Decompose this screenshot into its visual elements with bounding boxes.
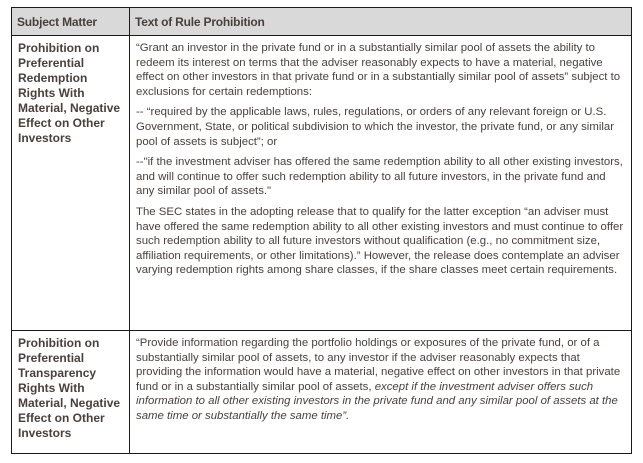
table-row bbox=[12, 331, 632, 454]
header-subject-matter: Subject Matter bbox=[12, 8, 130, 36]
subject-cell: Prohibition on Preferential Transparency Rights With Material, Negative Effect on Other Investors bbox=[12, 331, 130, 454]
rule-paragraph: --"if the investment adviser has offered the same redemption ability to all other existing investors, and will continue to offer such redemption ability to all future investors, in the private fund and any similar pool of assets." bbox=[136, 156, 623, 198]
header-text-of-rule: Text of Rule Prohibition bbox=[130, 8, 632, 36]
subject-cell: Prohibition on Preferential Redemption Rights With Material, Negative Effect on Other Investors bbox=[12, 36, 130, 331]
rule-text-plain: “Provide information regarding the portfolio holdings or exposures of the private fund, or of a substantially similar pool of assets, to any investor if the adviser reasonably expects that providing the information would have a material, negative effect on other investors in that private fund or in a substantially similar pool of assets, bbox=[136, 337, 621, 393]
rule-text-italic-body: except if the investment adviser offers such information to all other existing investors in the private fund and any similar pool of assets at the same time or substantially the same time bbox=[136, 380, 618, 422]
table-row bbox=[12, 36, 632, 331]
rule-paragraph: The SEC states in the adopting release that to qualify for the latter exception “an adviser must have offered the same redemption ability to all other existing investors and must continue to offer such redemption ability to all future investors without qualification (e.g., no commitment size, affiliation requirements, or other limitations).” However, the release does contemplate an adviser varying redemption rights among share classes, if the share classes meet certain requirements. bbox=[136, 205, 624, 277]
rule-paragraph: “Grant an investor in the private fund or in a substantially similar pool of assets the ability to redeem its interest on terms that the adviser reasonably expects to have a material, negative effect on other investors in that private fund or in a substantially similar pool of assets” subject to exclusions for certain redemptions: bbox=[136, 42, 621, 98]
table-header-row bbox=[12, 8, 632, 36]
rule-text-end: ”. bbox=[342, 409, 350, 422]
rule-paragraph bbox=[136, 336, 625, 424]
rule-prohibition-table bbox=[11, 7, 632, 454]
rule-paragraph: -- “required by the applicable laws, rules, regulations, or orders of any relevant foreign or U.S. Government, State, or political subdivision to which the investor, the private fund, or any similar pool of assets is subject”; or bbox=[136, 106, 615, 148]
rule-text-cell bbox=[130, 331, 632, 454]
rule-text-cell bbox=[130, 36, 632, 331]
